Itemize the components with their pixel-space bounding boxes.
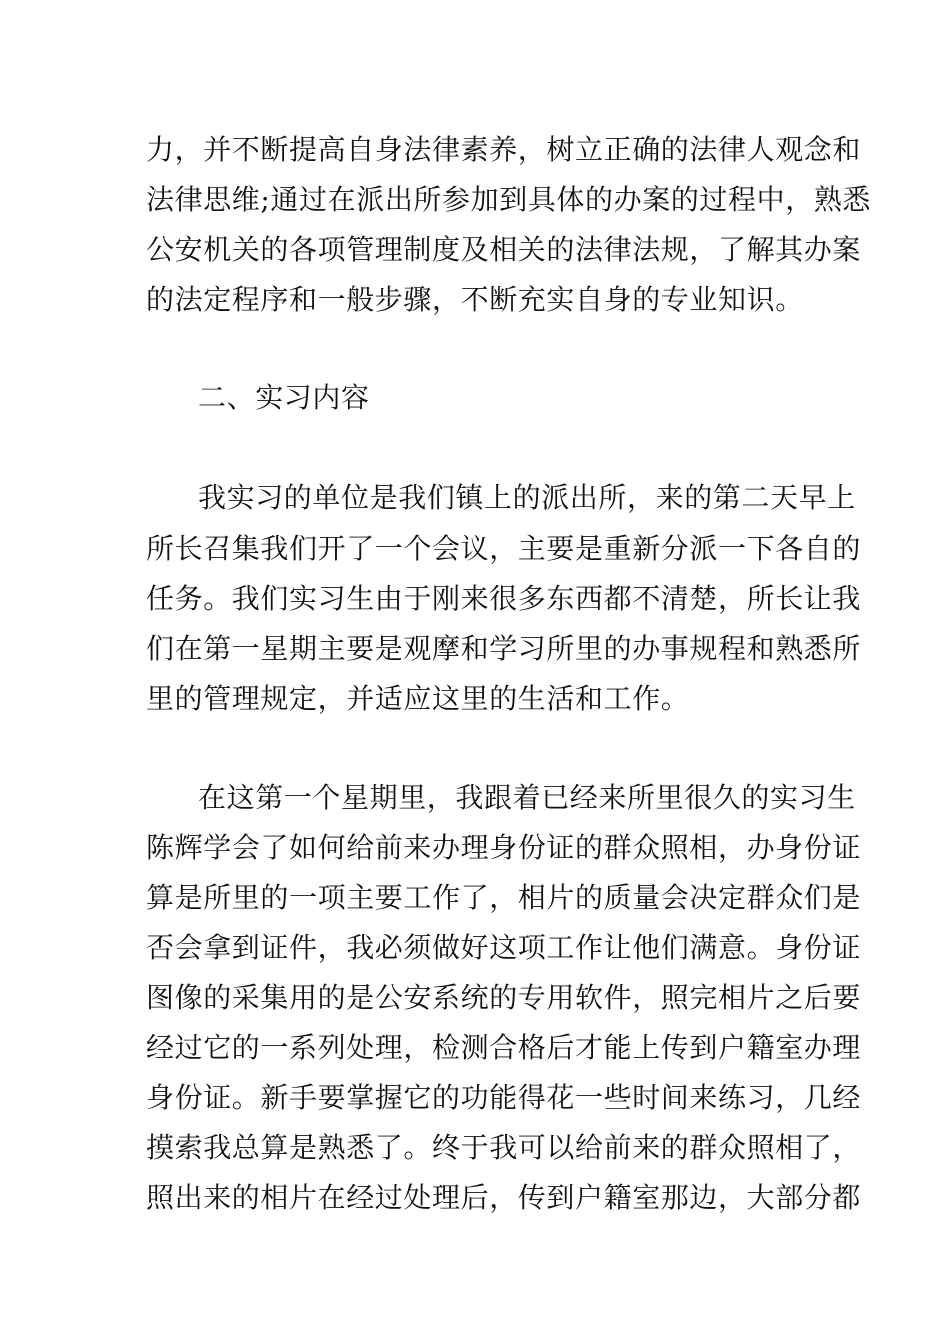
text-line: 公安机关的各项管理制度及相关的法律法规，了解其办案 bbox=[146, 233, 862, 266]
text-line: 我实习的单位是我们镇上的派出所，来的第二天早上 bbox=[198, 481, 856, 514]
text-line: 否会拿到证件，我必须做好这项工作让他们满意。身份证 bbox=[146, 931, 862, 964]
text-line: 在这第一个星期里，我跟着已经来所里很久的实习生 bbox=[198, 781, 856, 814]
text-line: 经过它的一系列处理，检测合格后才能上传到户籍室办理 bbox=[146, 1031, 862, 1064]
text-line: 的法定程序和一般步骤，不断充实自身的专业知识。 bbox=[146, 283, 804, 316]
text-line: 法律思维;通过在派出所参加到具体的办案的过程中，熟悉 bbox=[146, 183, 872, 216]
text-line: 力，并不断提高自身法律素养，树立正确的法律人观念和 bbox=[146, 133, 862, 166]
text-line: 所长召集我们开了一个会议，主要是重新分派一下各自的 bbox=[146, 532, 862, 565]
text-line: 身份证。新手要掌握它的功能得花一些时间来练习，几经 bbox=[146, 1081, 862, 1114]
text-line: 们在第一星期主要是观摩和学习所里的办事规程和熟悉所 bbox=[146, 632, 862, 665]
text-line: 算是所里的一项主要工作了，相片的质量会决定群众们是 bbox=[146, 881, 862, 914]
text-line: 陈辉学会了如何给前来办理身份证的群众照相，办身份证 bbox=[146, 831, 862, 864]
text-line: 图像的采集用的是公安系统的专用软件，照完相片之后要 bbox=[146, 981, 862, 1014]
text-line: 里的管理规定，并适应这里的生活和工作。 bbox=[146, 682, 690, 715]
text-line: 任务。我们实习生由于刚来很多东西都不清楚，所长让我 bbox=[146, 582, 862, 615]
text-line: 摸索我总算是熟悉了。终于我可以给前来的群众照相了， bbox=[146, 1131, 862, 1164]
text-line: 照出来的相片在经过处理后，传到户籍室那边，大部分都 bbox=[146, 1181, 862, 1214]
section-heading: 二、实习内容 bbox=[198, 381, 370, 414]
